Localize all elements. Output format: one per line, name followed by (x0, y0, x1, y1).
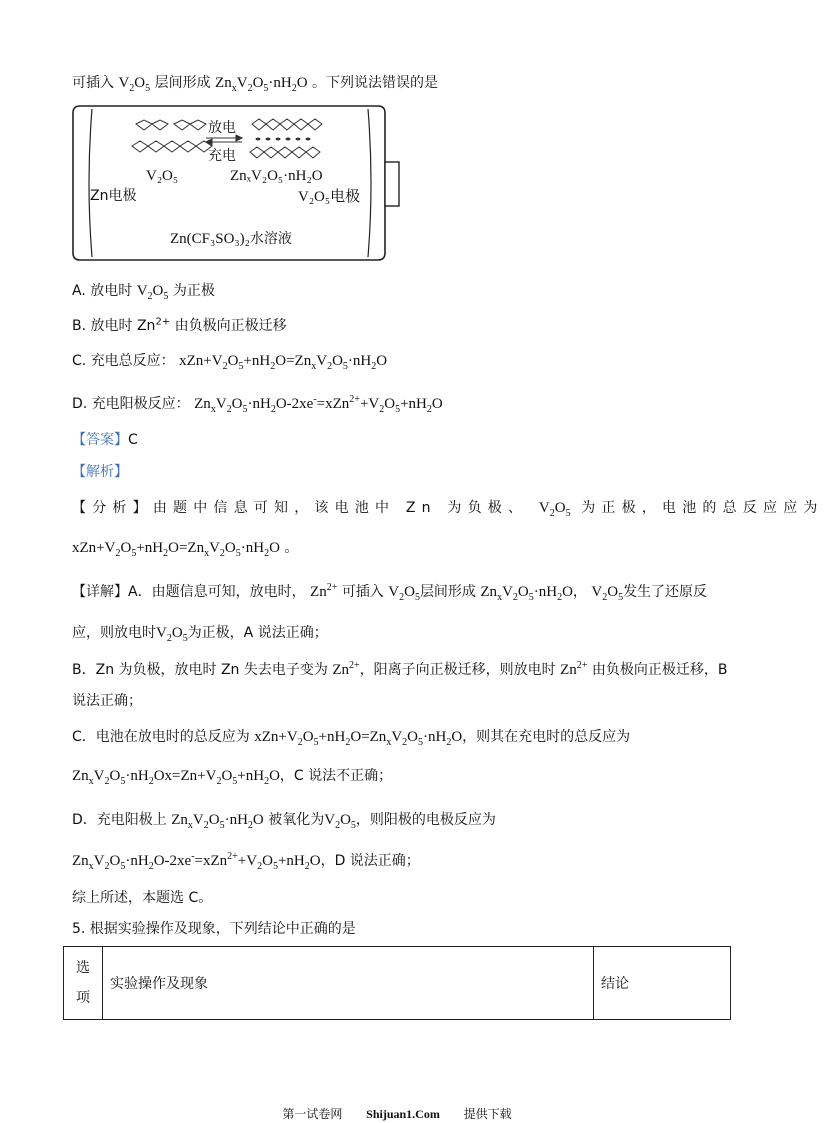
page-footer (0, 1105, 794, 1122)
intro-text-mid: 层间形成 (154, 75, 211, 91)
option-c-equation: $xZn+V_2O_5+nH_2O=Zn_xV_2O_5\cdot nH_2O$ (179, 353, 388, 372)
detail-d-line2 (72, 851, 420, 871)
battery-diagram (72, 104, 402, 262)
formula-v2o5: $V_2O_5$ (324, 812, 356, 831)
fenxi-label: 【分析】 (72, 500, 153, 516)
detail-b4: 说法正确； (72, 693, 142, 709)
charge-label: 充电 (208, 148, 236, 164)
intro-text-pre: 可插入 (72, 75, 114, 91)
detail-a6: 应，则放电时 (72, 625, 156, 641)
detail-b1: B．Zn 为负极，放电时 Zn 失去电子变为 (72, 662, 328, 678)
formula-znxv2o5: $Zn_xV_2O_5\cdot nH_2O$ (480, 584, 573, 603)
answer-line (72, 430, 138, 450)
option-a-letter: A. (72, 283, 86, 299)
detail-c2: ，则其在充电时的总反应为 (462, 729, 631, 745)
fenxi-line (72, 498, 824, 518)
option-a-post: 为正极 (172, 283, 215, 299)
q5-table (63, 946, 731, 1020)
detail-c-discharge-equation: $xZn+V_2O_5+nH_2O=Zn_xV_2O_5\cdot nH_2O$ (254, 729, 463, 748)
detail-a7: 为正极，A 说法正确； (187, 625, 328, 641)
fenxi-text2: 为负极、 (447, 500, 529, 516)
option-a (72, 281, 215, 301)
detail-c-line1 (72, 727, 630, 747)
formula-zn2plus: $Zn^{2+}$ (310, 582, 338, 600)
formula-zn2plus: $Zn^{2+}$ (332, 660, 360, 678)
detail-a2: 可插入 (341, 584, 384, 600)
table-row (64, 947, 731, 1020)
discharge-label: 放电 (208, 120, 236, 136)
formula-znxv2o5: $Zn_xV_2O_5\cdot nH_2O$ (171, 812, 264, 831)
detail-b-line2 (72, 691, 142, 711)
formula-v2o5: $V_2O_5$ (156, 625, 188, 644)
q5-col-option (64, 947, 103, 1020)
option-d-pre: 充电阳极反应： (91, 396, 190, 412)
detail-d-equation: $Zn_xV_2O_5\cdot nH_2O-2xe^-=xZn^{2+}+V_2O_5+nH_2O$ (72, 851, 321, 872)
formula-v2o5: $V_2O_5$ (591, 584, 624, 603)
znxv2o5-material-label: ZnₓV₂O₅·nH₂O (230, 168, 323, 184)
q5-col-operation: 实验操作及现象 (103, 947, 594, 1020)
detail-a5: 发生了还原反 (623, 584, 708, 600)
detail-d1: D．充电阳极上 (72, 812, 167, 828)
formula-v2o5: $V_2O_5$ (136, 283, 169, 302)
detail-d3: ，则阳极的电极反应为 (355, 812, 496, 828)
summary-line: 综上所述，本题选 C。 (72, 890, 213, 906)
zn-electrode-label: Zn电极 (90, 188, 137, 204)
option-c-pre: 充电总反应： (90, 353, 175, 369)
detail-a-line2 (72, 623, 328, 643)
option-a-pre: 放电时 (90, 283, 133, 299)
detail-d2: 被氧化为 (268, 812, 325, 828)
footer-site-url[interactable]: Shijuan1.Com (366, 1107, 440, 1121)
analysis-label: 【解析】 (72, 464, 128, 480)
detail-a1: A．由题信息可知，放电时， (128, 584, 306, 600)
fenxi-equation-line (72, 538, 298, 558)
v2o5-material-label: V₂O₅ (146, 168, 179, 184)
option-d-letter: D. (72, 396, 88, 412)
detail-label: 【详解】 (72, 584, 128, 600)
answer-value: C (128, 432, 138, 448)
intro-text-post: 。下列说法错误的是 (312, 75, 439, 91)
fenxi-text3: 为正极，电池的总反应应为 (581, 500, 824, 516)
v2o5-electrode-label: V₂O₅电极 (298, 189, 361, 205)
footer-download: 提供下载 (463, 1107, 512, 1121)
formula-v2o5: $V_2O_5$ (538, 500, 571, 519)
detail-b-line1 (72, 660, 727, 680)
formula-v2o5: $V_2O_5$ (388, 584, 420, 603)
detail-b2: ，阳离子向正极迁移，则放电时 (359, 662, 556, 678)
electrolyte-suffix: 水溶液 (249, 231, 292, 247)
intro-line (72, 73, 438, 93)
option-b: B. 放电时 $Zn^{2+}$ 由负极向正极迁移 (72, 316, 287, 334)
option-b-post: 由负极向正极迁移 (174, 318, 287, 334)
q5-col-conclusion: 结论 (594, 947, 731, 1020)
q5-col-option-top: 选 (76, 960, 90, 976)
option-b-letter: B. (72, 318, 87, 334)
detail-a4: ， (572, 584, 587, 600)
detail-d-line1 (72, 810, 496, 830)
footer-site-name: 第一试卷网 (282, 1107, 343, 1121)
formula-v2o5: $V_2O_5$ (118, 75, 151, 94)
fenxi-zn: Zn (405, 500, 437, 516)
fenxi-equation: $xZn+V_2O_5+nH_2O=Zn_xV_2O_5\cdot nH_2O$ (72, 540, 280, 559)
detail-d4: ，D 说法正确； (320, 853, 420, 869)
electrolyte-label (170, 228, 292, 248)
fenxi-end: 。 (284, 540, 299, 556)
formula-znxv2o5: $Zn_xV_2O_5\cdot nH_2O$ (215, 75, 308, 94)
option-b-pre: 放电时 Zn (90, 318, 156, 334)
fenxi-text1: 由题中信息可知，该电池中 (152, 500, 396, 516)
option-d-equation: $Zn_xV_2O_5\cdot nH_2O-2xe^-=xZn^{2+}+V_2O_5+nH_2O$ (194, 394, 443, 415)
detail-a-line1 (72, 582, 707, 602)
electrolyte-formula: Zn(CF₃SO₃)₂ (170, 231, 250, 247)
detail-c-line2 (72, 766, 392, 786)
answer-label: 【答案】 (72, 432, 128, 448)
detail-c1: C．电池在放电时的总反应为 (72, 729, 250, 745)
detail-c-charge-equation: $Zn_xV_2O_5\cdot nH_2Ox=Zn+V_2O_5+nH_2O$ (72, 768, 280, 787)
detail-b3: 由负极向正极迁移，B (591, 662, 728, 678)
formula-zn2plus: $Zn^{2+}$ (560, 660, 588, 678)
detail-c3: ，C 说法不正确； (279, 768, 393, 784)
option-c-letter: C. (72, 353, 87, 369)
option-d (72, 394, 443, 414)
detail-a3: 层间形成 (419, 584, 476, 600)
q5-title: 5. 根据实验操作及现象，下列结论中正确的是 (72, 921, 356, 937)
q5-col-option-bottom: 项 (76, 990, 90, 1006)
option-c (72, 351, 387, 371)
